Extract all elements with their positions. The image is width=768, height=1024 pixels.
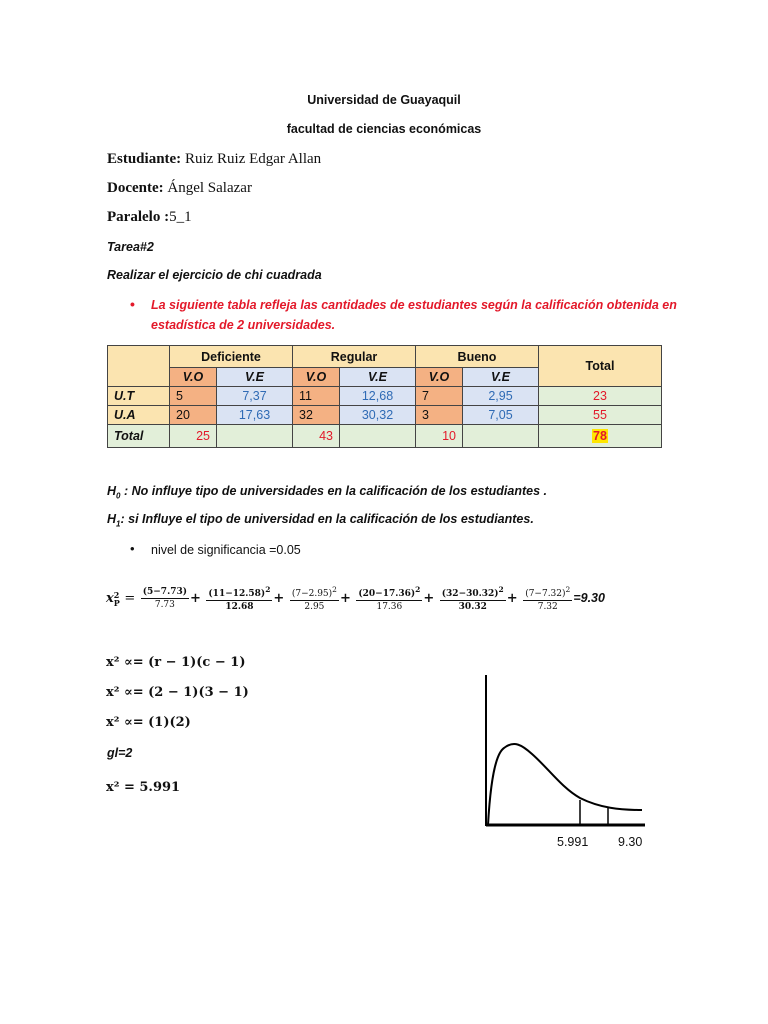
cell-vo: 5 xyxy=(170,387,217,406)
total-regular: 43 xyxy=(293,425,340,448)
cell-ve: 2,95 xyxy=(463,387,539,406)
faculty-title: facultad de ciencias económicas xyxy=(286,122,482,136)
sub-ve: V.E xyxy=(463,368,539,387)
total-deficiente: 25 xyxy=(170,425,217,448)
cell-ve: 12,68 xyxy=(340,387,416,406)
cell-vo: 20 xyxy=(170,406,217,425)
bullet-dot: • xyxy=(130,541,135,556)
section-label: Paralelo : xyxy=(107,209,170,225)
bullet-dot: • xyxy=(130,296,135,312)
row-label: U.T xyxy=(108,387,170,406)
total-bueno: 10 xyxy=(416,425,463,448)
critical-value-line: x² = 5.991 xyxy=(106,780,181,795)
h1-line: $H_1$: si Influye el tipo de universidad en la calificación de los estudiantes. xyxy=(107,512,534,529)
empty-cell xyxy=(463,425,539,448)
group-bueno: Bueno xyxy=(416,346,539,368)
grand-total: 78 xyxy=(593,429,607,443)
table-header-row xyxy=(108,346,662,368)
empty-cell xyxy=(340,425,416,448)
cell-vo: 11 xyxy=(293,387,340,406)
sub-ve: V.E xyxy=(340,368,416,387)
totals-label: Total xyxy=(108,425,170,448)
cell-ve: 30,32 xyxy=(340,406,416,425)
student-line xyxy=(107,151,321,168)
step-3: x² ∝= (1)(2) xyxy=(106,715,191,730)
section-value: 5_1 xyxy=(169,209,192,225)
sub-ve: V.E xyxy=(217,368,293,387)
empty-cell xyxy=(217,425,293,448)
sub-vo: V.O xyxy=(416,368,463,387)
sub-vo: V.O xyxy=(293,368,340,387)
cell-total: 55 xyxy=(539,406,662,425)
sub-vo: V.O xyxy=(170,368,217,387)
statistic-value-label: 9.30 xyxy=(618,835,643,849)
degrees-of-freedom: gl=2 xyxy=(107,746,133,760)
significance-line: nivel de significancia =0.05 xyxy=(151,543,301,557)
density-curve xyxy=(488,744,642,825)
teacher-name: Ángel Salazar xyxy=(163,180,252,196)
h0-line: $H_0$ : No influye tipo de universidades en la calificación de los estudiantes . xyxy=(107,484,547,501)
critical-value-label: 5.991 xyxy=(557,835,589,849)
student-label: Estudiante: xyxy=(107,151,182,167)
chi-square-formula: x 2 P = $\frac{(5-7.73)}{7.73}$ + $\frac{(11-12.58)^2}{12.68}$ + $\frac{(7-2.95)^2}{2.95}$ + $\frac{(20-17.36)^2}{17.36}$ + $\frac{(32-30.32)^2}{30.32}$ + $\frac{(7-7.32)^2}{7.32}$ =9.30 xyxy=(106,585,605,612)
chi-square-graph xyxy=(470,670,660,830)
cell-ve: 7,37 xyxy=(217,387,293,406)
cell-vo: 32 xyxy=(293,406,340,425)
cell-ve: 17,63 xyxy=(217,406,293,425)
row-label: U.A xyxy=(108,406,170,425)
cell-vo: 3 xyxy=(416,406,463,425)
teacher-label: Docente: xyxy=(107,180,164,196)
bullet-line-2: estadística de 2 universidades. xyxy=(151,318,336,332)
table-row xyxy=(108,406,662,425)
group-deficiente: Deficiente xyxy=(170,346,293,368)
total-header: Total xyxy=(539,346,662,387)
task-instruction: Realizar el ejercicio de chi cuadrada xyxy=(107,268,322,282)
task-title: Tarea#2 xyxy=(107,240,154,254)
teacher-line xyxy=(107,180,252,197)
group-regular: Regular xyxy=(293,346,416,368)
cell-ve: 7,05 xyxy=(463,406,539,425)
step-2: x² ∝= (2 − 1)(3 − 1) xyxy=(106,685,249,700)
table-totals-row xyxy=(108,425,662,448)
data-table xyxy=(107,345,662,448)
cell-total: 23 xyxy=(539,387,662,406)
table-corner-cell xyxy=(108,346,170,387)
section-line xyxy=(107,209,192,226)
university-title: Universidad de Guayaquil xyxy=(307,93,461,107)
student-name: Ruiz Ruiz Edgar Allan xyxy=(181,151,322,167)
step-1: x² ∝= (r − 1)(c − 1) xyxy=(106,655,246,670)
bullet-line-1: La siguiente tabla refleja las cantidades de estudiantes según la calificación obtenida en xyxy=(151,298,677,312)
cell-vo: 7 xyxy=(416,387,463,406)
table-row xyxy=(108,387,662,406)
